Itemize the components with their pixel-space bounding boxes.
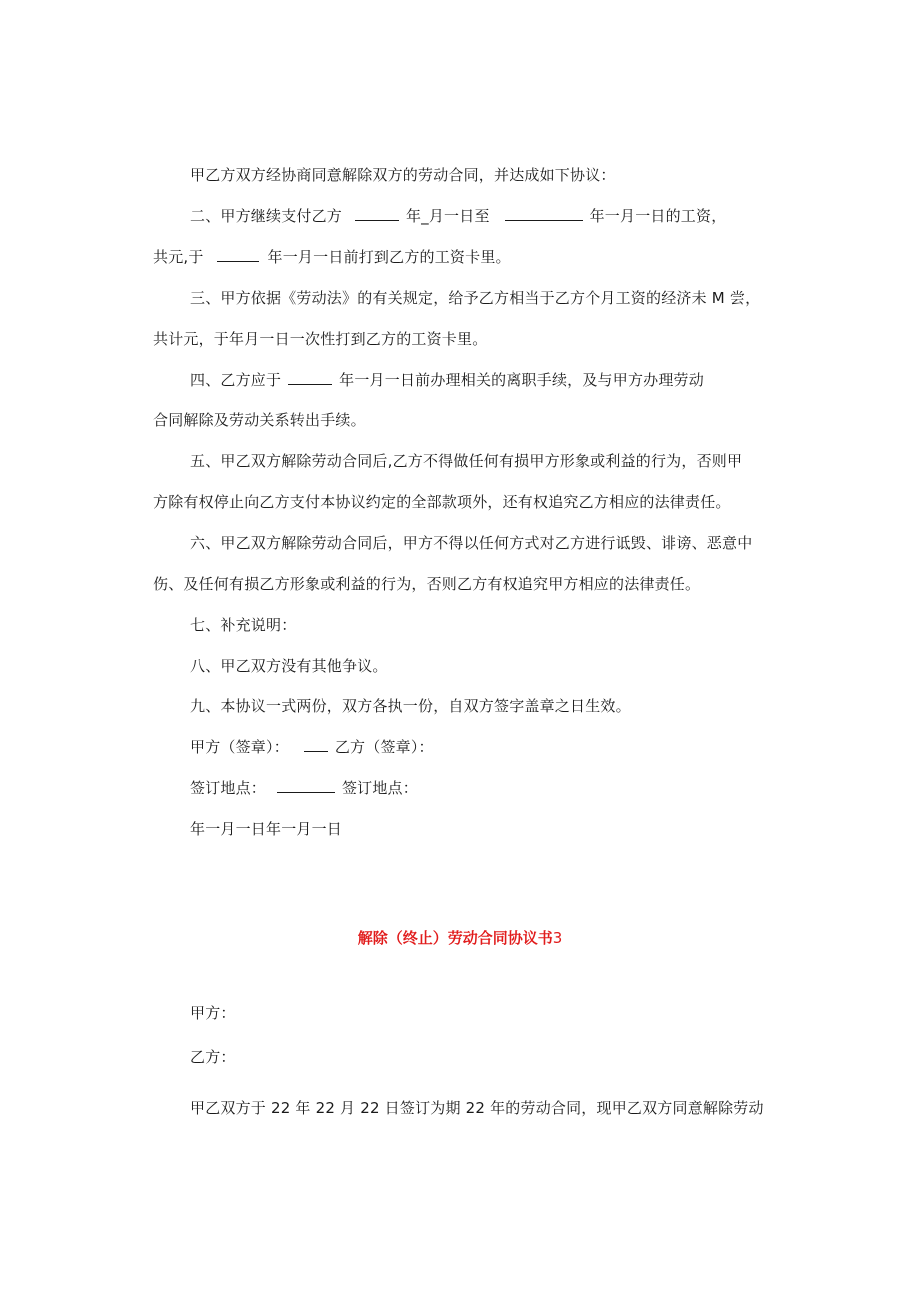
section3-body-text: 甲乙双方于 22 年 22 月 22 日签订为期 22 年的劳动合同，现甲乙双方同意解除劳动	[190, 1099, 764, 1117]
item2-text-e: 年一月一日前打到乙方的工资卡里。	[267, 248, 511, 266]
item5-text-a: 五、甲乙双方解除劳动合同后,乙方不得做任何有损甲方形象或利益的行为，否则甲	[190, 452, 743, 470]
item4-text-a: 四、乙方应于	[190, 371, 282, 389]
item6-text-a: 六、甲乙双方解除劳动合同后，甲方不得以任何方式对乙方进行诋毁、诽谤、恶意中	[190, 534, 753, 552]
date-line	[190, 819, 342, 839]
item3-text-a: 三、甲方依据《劳动法》的有关规定，给予乙方相当于乙方个月工资的经济未 M 尝，	[190, 289, 761, 307]
item2-text-a: 二、甲方继续支付乙方	[190, 207, 343, 225]
item9-line	[190, 696, 631, 716]
item4-line2	[153, 410, 366, 430]
place-label-b: 签订地点：	[341, 779, 418, 797]
item8-text: 八、甲乙双方没有其他争议。	[190, 657, 388, 675]
blank-field	[288, 370, 332, 385]
place-label-a: 签订地点：	[190, 779, 267, 797]
section-title-text: 解除（终止）劳动合同协议书	[357, 929, 553, 947]
section3-body-line	[190, 1098, 764, 1118]
item7-line	[190, 615, 296, 635]
blank-field	[304, 737, 328, 752]
item3-text-b: 共计元，于年月一日一次性打到乙方的工资卡里。	[153, 330, 488, 348]
item4-line1	[190, 370, 704, 390]
item4-text-b: 年一月一日前办理相关的离职手续，及与甲方办理劳动	[339, 371, 704, 389]
blank-field	[355, 206, 399, 221]
blank-field	[277, 778, 335, 793]
item2-line1	[190, 206, 726, 226]
blank-field	[217, 247, 259, 262]
party-a-label: 甲方：	[190, 1004, 236, 1022]
item5-text-b: 方除有权停止向乙方支付本协议约定的全部款项外，还有权追究乙方相应的法律责任。	[153, 493, 731, 511]
item8-line	[190, 656, 388, 676]
item2-line2	[153, 247, 511, 267]
place-line	[190, 778, 418, 798]
party-a-signature-label: 甲方（签章）：	[190, 738, 289, 756]
item3-line2	[153, 329, 487, 349]
signature-line	[190, 737, 434, 757]
item3-line1	[190, 288, 760, 308]
item6-line1	[190, 533, 752, 553]
item5-line2	[153, 492, 731, 512]
item5-line1	[190, 451, 742, 471]
party-a-line	[190, 1003, 236, 1023]
party-b-line	[190, 1047, 236, 1067]
intro-line	[190, 165, 616, 185]
blank-field	[505, 206, 583, 221]
item6-line2	[153, 574, 700, 594]
item9-text: 九、本协议一式两份，双方各执一份，自双方签字盖章之日生效。	[190, 697, 631, 715]
section-title	[0, 928, 920, 948]
section-title-number: 3	[552, 929, 563, 947]
item2-text-c: 年一月一日的工资，	[589, 207, 727, 225]
party-b-label: 乙方：	[190, 1048, 236, 1066]
item6-text-b: 伤、及任何有损乙方形象或利益的行为，否则乙方有权追究甲方相应的法律责任。	[153, 575, 701, 593]
item7-text: 七、补充说明：	[190, 616, 297, 634]
item2-text-d: 共元,于	[153, 248, 204, 266]
party-b-signature-label: 乙方（签章）：	[334, 738, 434, 756]
item4-text-c: 合同解除及劳动关系转出手续。	[153, 411, 366, 429]
intro-text: 甲乙方双方经协商同意解除双方的劳动合同，并达成如下协议：	[190, 166, 616, 184]
date-text: 年一月一日年一月一日	[190, 820, 343, 838]
item2-text-b: 年_月一日至	[405, 207, 490, 225]
